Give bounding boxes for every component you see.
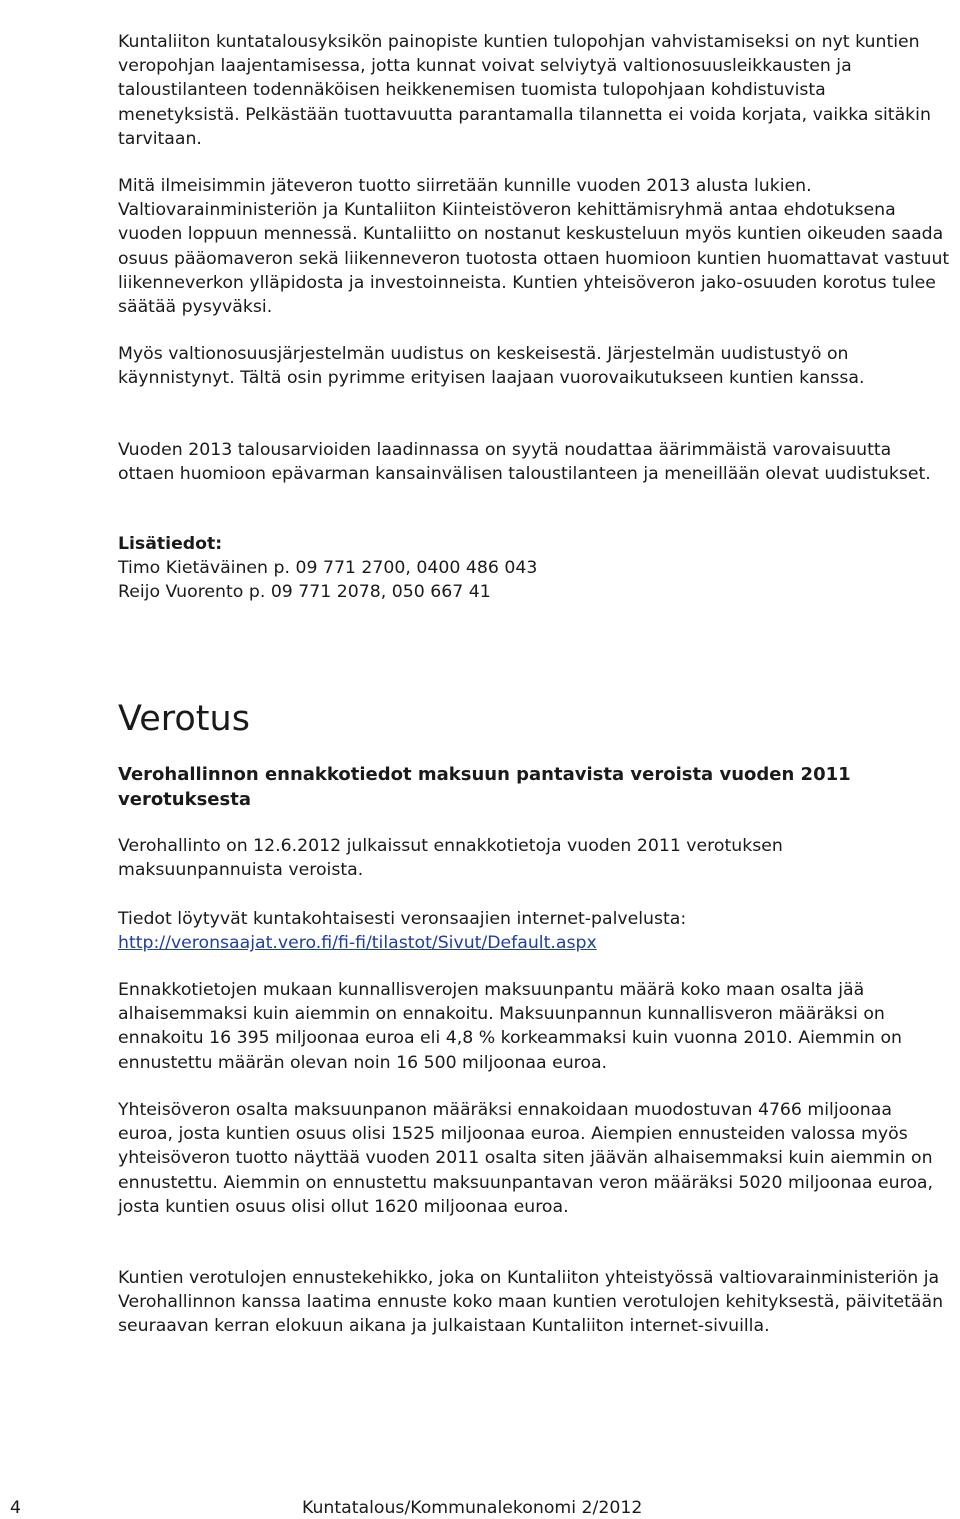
section-subheading: Verohallinnon ennakkotiedot maksuun pantavista veroista vuoden 2011 verotuksesta: [118, 764, 851, 810]
contact-block: [118, 532, 952, 604]
contact-line: Reijo Vuorento p. 09 771 2078, 050 667 41: [118, 582, 491, 602]
paragraph-ennustekehikko: Kuntien verotulojen ennustekehikko, joka on Kuntaliiton yhteistyössä valtiovarainministeriön ja Verohallinnon kanssa laatima ennuste koko maan kuntien verotulojen kehityksestä, päivitetään seuraavan kerran elokuun aikana ja julkaistaan Kuntaliiton internet-sivuilla.: [118, 1268, 944, 1337]
paragraph-valtionosuus: Myös valtionosuusjärjestelmän uudistus on keskeisestä. Järjestelmän uudistustyö on käynnistynyt. Tältä osin pyrimme erityisen laajaan vuorovaikutukseen kuntien kanssa.: [118, 344, 865, 389]
paragraph-talousarvio: Vuoden 2013 talousarvioiden laadinnassa on syytä noudattaa äärimmäistä varovaisuutta ottaen huomioon epävarman kansainvälisen taloustilanteen ja meneillään olevat uudistukset.: [118, 440, 931, 485]
contact-line: Timo Kietäväinen p. 09 771 2700, 0400 486 043: [118, 558, 538, 578]
publication-title: Kuntatalous/Kommunalekonomi 2/2012: [302, 1498, 643, 1518]
veronsaajat-link[interactable]: http://veronsaajat.vero.fi/fi-fi/tilastot/Sivut/Default.aspx: [118, 933, 597, 954]
page-number: 4: [10, 1498, 21, 1518]
section-heading: Verotus: [118, 699, 250, 739]
paragraph-palvelu-text: Tiedot löytyvät kuntakohtaisesti veronsaajien internet-palvelusta:: [118, 909, 687, 929]
paragraph-jatevero: Mitä ilmeisimmin jäteveron tuotto siirretään kunnille vuoden 2013 alusta lukien. Valtiovarainministeriön ja Kuntaliiton Kiinteistöveron kehittämisryhmä antaa ehdotuksena vuoden loppuun mennessä. Kuntaliitto on nostanut keskusteluun myös kuntien oikeuden saada osuus pääomaveron sekä liikenneveron tuotosta ottaen huomioon kuntien huomattavat vastuut liikenneverkon ylläpidosta ja investoinneista. Kuntien yhteisöveron jako-osuuden korotus tulee säätää pysyväksi.: [118, 176, 950, 318]
paragraph-palvelu: [118, 907, 952, 955]
paragraph-yhteisovero: Yhteisöveron osalta maksuunpanon määräksi ennakoidaan muodostuvan 4766 miljoonaa euroa, josta kuntien osuus olisi 1525 miljoonaa euroa. Aiempien ennusteiden valossa myös yhteisöveron tuotto näyttää vuoden 2011 osalta siten jäävän alhaisemmaksi kuin aiemmin on ennustettu. Aiemmin on ennustettu maksuunpantavan veron määräksi 5020 miljoonaa euroa, josta kuntien osuus olisi ollut 1620 miljoonaa euroa.: [118, 1100, 933, 1217]
paragraph-kunnallisvero: Ennakkotietojen mukaan kunnallisverojen maksuunpantu määrä koko maan osalta jää alhaisemmaksi kuin aiemmin on ennakoitu. Maksuunpannun kunnallisveron määräksi on ennakoitu 16 395 miljoonaa euroa eli 4,8 % korkeammaksi kuin vuonna 2010. Aiemmin on ennustettu määrän olevan noin 16 500 miljoonaa euroa.: [118, 980, 902, 1073]
paragraph-tulopohja: Kuntaliiton kuntatalousyksikön painopiste kuntien tulopohjan vahvistamiseksi on nyt kuntien veropohjan laajentamisessa, jotta kunnat voivat selviytyä valtionosuusleikkausten ja taloustilanteen todennäköisen heikkenemisen tuomista tulopohjaan kohdistuvista menetyksistä. Pelkästään tuottavuutta parantamalla tilannetta ei voida korjata, vaikka sitäkin tarvitaan.: [118, 32, 931, 149]
paragraph-ennakkotiedot: Verohallinto on 12.6.2012 julkaissut ennakkotietoja vuoden 2011 verotuksen maksuunpannuista veroista.: [118, 836, 783, 881]
contact-label: Lisätiedot:: [118, 534, 223, 554]
